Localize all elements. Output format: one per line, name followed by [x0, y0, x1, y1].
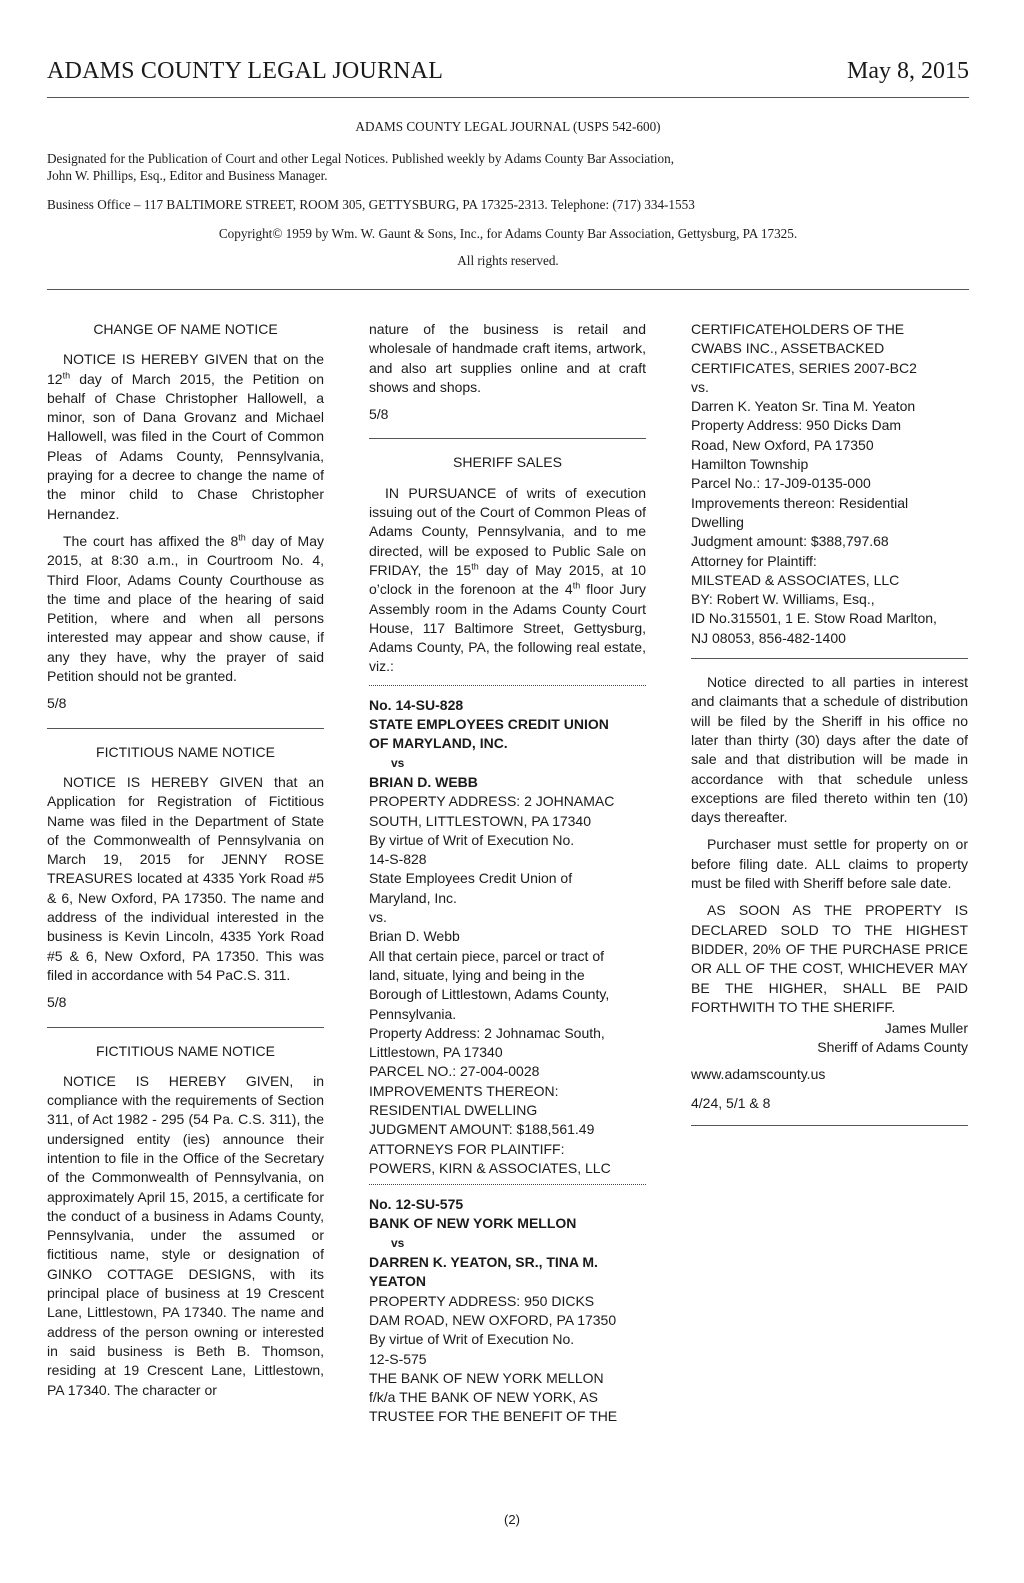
issue-date: May 8, 2015: [847, 58, 969, 84]
detail-line: THE BANK OF NEW YORK MELLON: [369, 1369, 604, 1386]
detail-line: f/k/a THE BANK OF NEW YORK, AS: [369, 1389, 598, 1406]
section-divider: [691, 658, 968, 659]
publication-info: [47, 118, 969, 269]
detail-line: vs.: [691, 378, 709, 395]
info-rule: [47, 289, 969, 290]
detail-line: All that certain piece, parcel or tract of: [369, 947, 604, 964]
designated-line-2: John W. Phillips, Esq., Editor and Business Manager.: [47, 168, 328, 183]
detail-line: POWERS, KIRN & ASSOCIATES, LLC: [369, 1159, 611, 1176]
detail-line: PARCEL NO.: 27-004-0028: [369, 1063, 540, 1080]
case-2-defendant-line-1: DARREN K. YEATON, SR., TINA M.: [369, 1254, 598, 1271]
detail-line: IMPROVEMENTS THEREON:: [369, 1082, 559, 1099]
case-2-plaintiff: BANK OF NEW YORK MELLON: [369, 1215, 577, 1232]
designated-line-1: Designated for the Publication of Court and other Legal Notices. Published weekly by Adams County Bar Association,: [47, 151, 675, 166]
detail-line: By virtue of Writ of Execution No.: [369, 831, 575, 848]
detail-line: Attorney for Plaintiff:: [691, 552, 817, 569]
change-of-name-title: CHANGE OF NAME NOTICE: [93, 321, 278, 337]
fictitious-name-paragraph-2-cont: nature of the business is retail and wholesale of handmade craft items, artwork, and also art supplies online and at craft shows and shops.: [369, 321, 646, 395]
fictitious-name-paragraph-2: NOTICE IS HEREBY GIVEN, in compliance with the requirements of Section 311, of Act 1982 - 295 (54 Pa. C.S. 311), the undersigned entity (ies) announce their intention to file in the Office of the Secretary of the Commonwealth of Pennsylvania, on approximately April 15, 2015, a certificate for the conduct of a business in Adams County, Pennsylvania, under the assumed or fictitious name, style or designation of GINKO COTTAGE DESIGNS, with its principal place of business at 19 Crescent Lane, Littlestown, PA 17340. The name and address of the person owning or interested in said business is Beth B. Thomson, residing at 19 Crescent Lane, Littlestown, PA 17340. The character or: [47, 1072, 324, 1398]
case-2-details: [369, 1292, 646, 1427]
detail-line: ATTORNEYS FOR PLAINTIFF:: [369, 1140, 565, 1157]
case-1-vs: vs: [391, 755, 405, 770]
fictitious-name-paragraph-1: NOTICE IS HEREBY GIVEN that an Application for Registration of Fictitious Name was filed in the Department of State of the Commonwealth of Pennsylvania on March 19, 2015 for JENNY ROSE TREASURES located at 4335 York Road #5 & 6, New Oxford, PA 17350. The name and address of the individual interested in the business is Kevin Lincoln, 4335 York Road #5 & 6, New Oxford, PA 17350. This was filed in accordance with 54 PaC.S. 311.: [47, 773, 324, 983]
detail-line: CERTIFICATEHOLDERS OF THE: [691, 321, 905, 337]
signer-name: James Muller: [884, 1020, 968, 1037]
detail-line: 12-S-575: [369, 1350, 427, 1367]
masthead-rule: [47, 97, 969, 98]
fictitious-name-date-1: 5/8: [47, 994, 67, 1011]
detail-line: NJ 08053, 856-482-1400: [691, 629, 846, 646]
sheriff-website[interactable]: www.adamscounty.us: [691, 1065, 826, 1082]
detail-line: Improvements thereon: Residential: [691, 494, 909, 511]
rights-line: All rights reserved.: [457, 253, 559, 268]
case-2-number: No. 12-SU-575: [369, 1196, 464, 1213]
detail-line: PROPERTY ADDRESS: 2 JOHNAMAC: [369, 793, 615, 810]
case-divider: [369, 1184, 646, 1185]
purchaser-notice: Purchaser must settle for property on or before filing date. ALL claims to property must be filed with Sheriff before sale date.: [691, 836, 968, 892]
detail-line: Hamilton Township: [691, 456, 809, 473]
change-of-name-paragraph-1: NOTICE IS HEREBY GIVEN that on the 12th day of March 2015, the Petition on behalf of Chase Christopher Hallowell, a minor, son of Dana Grovanz and Michael Hallowell, was filed in the Court of Common Pleas of Adams County, Pennsylvania, praying for a decree to change the name of the minor child to Chase Christopher Hernandez.: [47, 351, 324, 522]
detail-line: By virtue of Writ of Execution No.: [369, 1331, 575, 1348]
detail-line: Pennsylvania.: [369, 1005, 457, 1022]
detail-line: Brian D. Webb: [369, 928, 460, 945]
change-of-name-date: 5/8: [47, 695, 67, 712]
journal-title: ADAMS COUNTY LEGAL JOURNAL: [47, 58, 444, 84]
case-1-plaintiff-line-2: OF MARYLAND, INC.: [369, 735, 508, 752]
detail-line: Road, New Oxford, PA 17350: [691, 436, 874, 453]
case-2-defendant-line-2: YEATON: [369, 1273, 427, 1290]
detail-line: Judgment amount: $388,797.68: [691, 533, 889, 550]
fictitious-name-title-1: FICTITIOUS NAME NOTICE: [96, 743, 275, 760]
detail-line: DAM ROAD, NEW OXFORD, PA 17350: [369, 1311, 617, 1328]
fictitious-name-title-2: FICTITIOUS NAME NOTICE: [96, 1042, 275, 1059]
detail-line: CWABS INC., ASSETBACKED: [691, 340, 885, 357]
detail-line: RESIDENTIAL DWELLING: [369, 1101, 538, 1118]
section-divider: [691, 1125, 968, 1126]
case-1-number: No. 14-SU-828: [369, 696, 464, 713]
signer-title: Sheriff of Adams County: [817, 1039, 968, 1056]
column-3: [691, 320, 968, 1140]
sheriff-sales-title: SHERIFF SALES: [453, 454, 562, 471]
detail-line: State Employees Credit Union of: [369, 870, 573, 887]
detail-line: MILSTEAD & ASSOCIATES, LLC: [691, 571, 900, 588]
case-1-plaintiff-line-1: STATE EMPLOYEES CREDIT UNION: [369, 716, 609, 733]
case-divider: [369, 685, 646, 686]
payment-notice: AS SOON AS THE PROPERTY IS DECLARED SOLD TO THE HIGHEST BIDDER, 20% OF THE PURCHASE PRICE OR ALL OF THE COST, WHICHEVER MAY BE THE HIGHER, SHALL BE PAID FORTHWITH TO THE SHERIFF.: [691, 902, 968, 1015]
detail-line: ID No.315501, 1 E. Stow Road Marlton,: [691, 610, 937, 627]
masthead: [47, 58, 969, 90]
section-divider: [47, 728, 324, 729]
page-number: (2): [504, 1512, 520, 1527]
detail-line: CERTIFICATES, SERIES 2007-BC2: [691, 359, 917, 376]
business-office-line: Business Office – 117 BALTIMORE STREET, ROOM 305, GETTYSBURG, PA 17325-2313. Telephone: (717) 334-1553: [47, 197, 695, 212]
copyright-line: Copyright© 1959 by Wm. W. Gaunt & Sons, Inc., for Adams County Bar Association, Gettysburg, PA 17325.: [218, 226, 798, 241]
sheriff-sales-intro: IN PURSUANCE of writs of execution issuing out of the Court of Common Pleas of Adams County, Pennsylvania, and to me directed, will be exposed to Public Sale on FRIDAY, the 15th day of May 2015, at 10 o’clock in the forenoon at the 4th floor Jury Assembly room in the Adams County Court House, 117 Baltimore Street, Gettysburg, Adams County, PA, the following real estate, viz.:: [369, 484, 646, 675]
column-1: [47, 320, 324, 1408]
detail-line: TRUSTEE FOR THE BENEFIT OF THE: [369, 1408, 618, 1425]
case-2-details-cont: [691, 320, 968, 648]
sheriff-sales-dates: 4/24, 5/1 & 8: [691, 1094, 771, 1111]
detail-line: Darren K. Yeaton Sr. Tina M. Yeaton: [691, 398, 916, 415]
case-2-vs: vs: [391, 1235, 405, 1250]
detail-line: Dwelling: [691, 513, 744, 530]
fictitious-name-date-2: 5/8: [369, 406, 389, 423]
section-divider: [369, 438, 646, 439]
usps-line: ADAMS COUNTY LEGAL JOURNAL (USPS 542-600): [355, 119, 661, 134]
detail-line: Maryland, Inc.: [369, 889, 457, 906]
detail-line: Property Address: 2 Johnamac South,: [369, 1024, 605, 1041]
column-2: [369, 320, 646, 1427]
detail-line: Littlestown, PA 17340: [369, 1044, 503, 1061]
detail-line: land, situate, lying and being in the: [369, 966, 585, 983]
case-1-details: [369, 792, 646, 1178]
detail-line: JUDGMENT AMOUNT: $188,561.49: [369, 1121, 595, 1138]
change-of-name-paragraph-2: The court has affixed the 8th day of May 2015, at 8:30 a.m., in Courtroom No. 4, Third Floor, Adams County Courthouse as the time and place of the hearing of said Petition, where and when all persons interested may appear and show cause, if any they have, why the prayer of said Petition should not be granted.: [47, 532, 324, 685]
case-1-defendant: BRIAN D. WEBB: [369, 773, 478, 790]
detail-line: BY: Robert W. Williams, Esq.,: [691, 591, 875, 608]
detail-line: SOUTH, LITTLESTOWN, PA 17340: [369, 812, 591, 829]
detail-line: Borough of Littlestown, Adams County,: [369, 986, 610, 1003]
detail-line: PROPERTY ADDRESS: 950 DICKS: [369, 1292, 595, 1309]
detail-line: Property Address: 950 Dicks Dam: [691, 417, 902, 434]
detail-line: vs.: [369, 909, 387, 926]
distribution-notice: Notice directed to all parties in interest and claimants that a schedule of distribution will be filed by the Sheriff in his office no later than thirty (30) days after the date of sale and that distribution will be made in accordance with that schedule unless exceptions are filed thereto within ten (10) days thereafter.: [691, 674, 968, 826]
detail-line: 14-S-828: [369, 851, 427, 868]
section-divider: [47, 1027, 324, 1028]
detail-line: Parcel No.: 17-J09-0135-000: [691, 475, 871, 492]
